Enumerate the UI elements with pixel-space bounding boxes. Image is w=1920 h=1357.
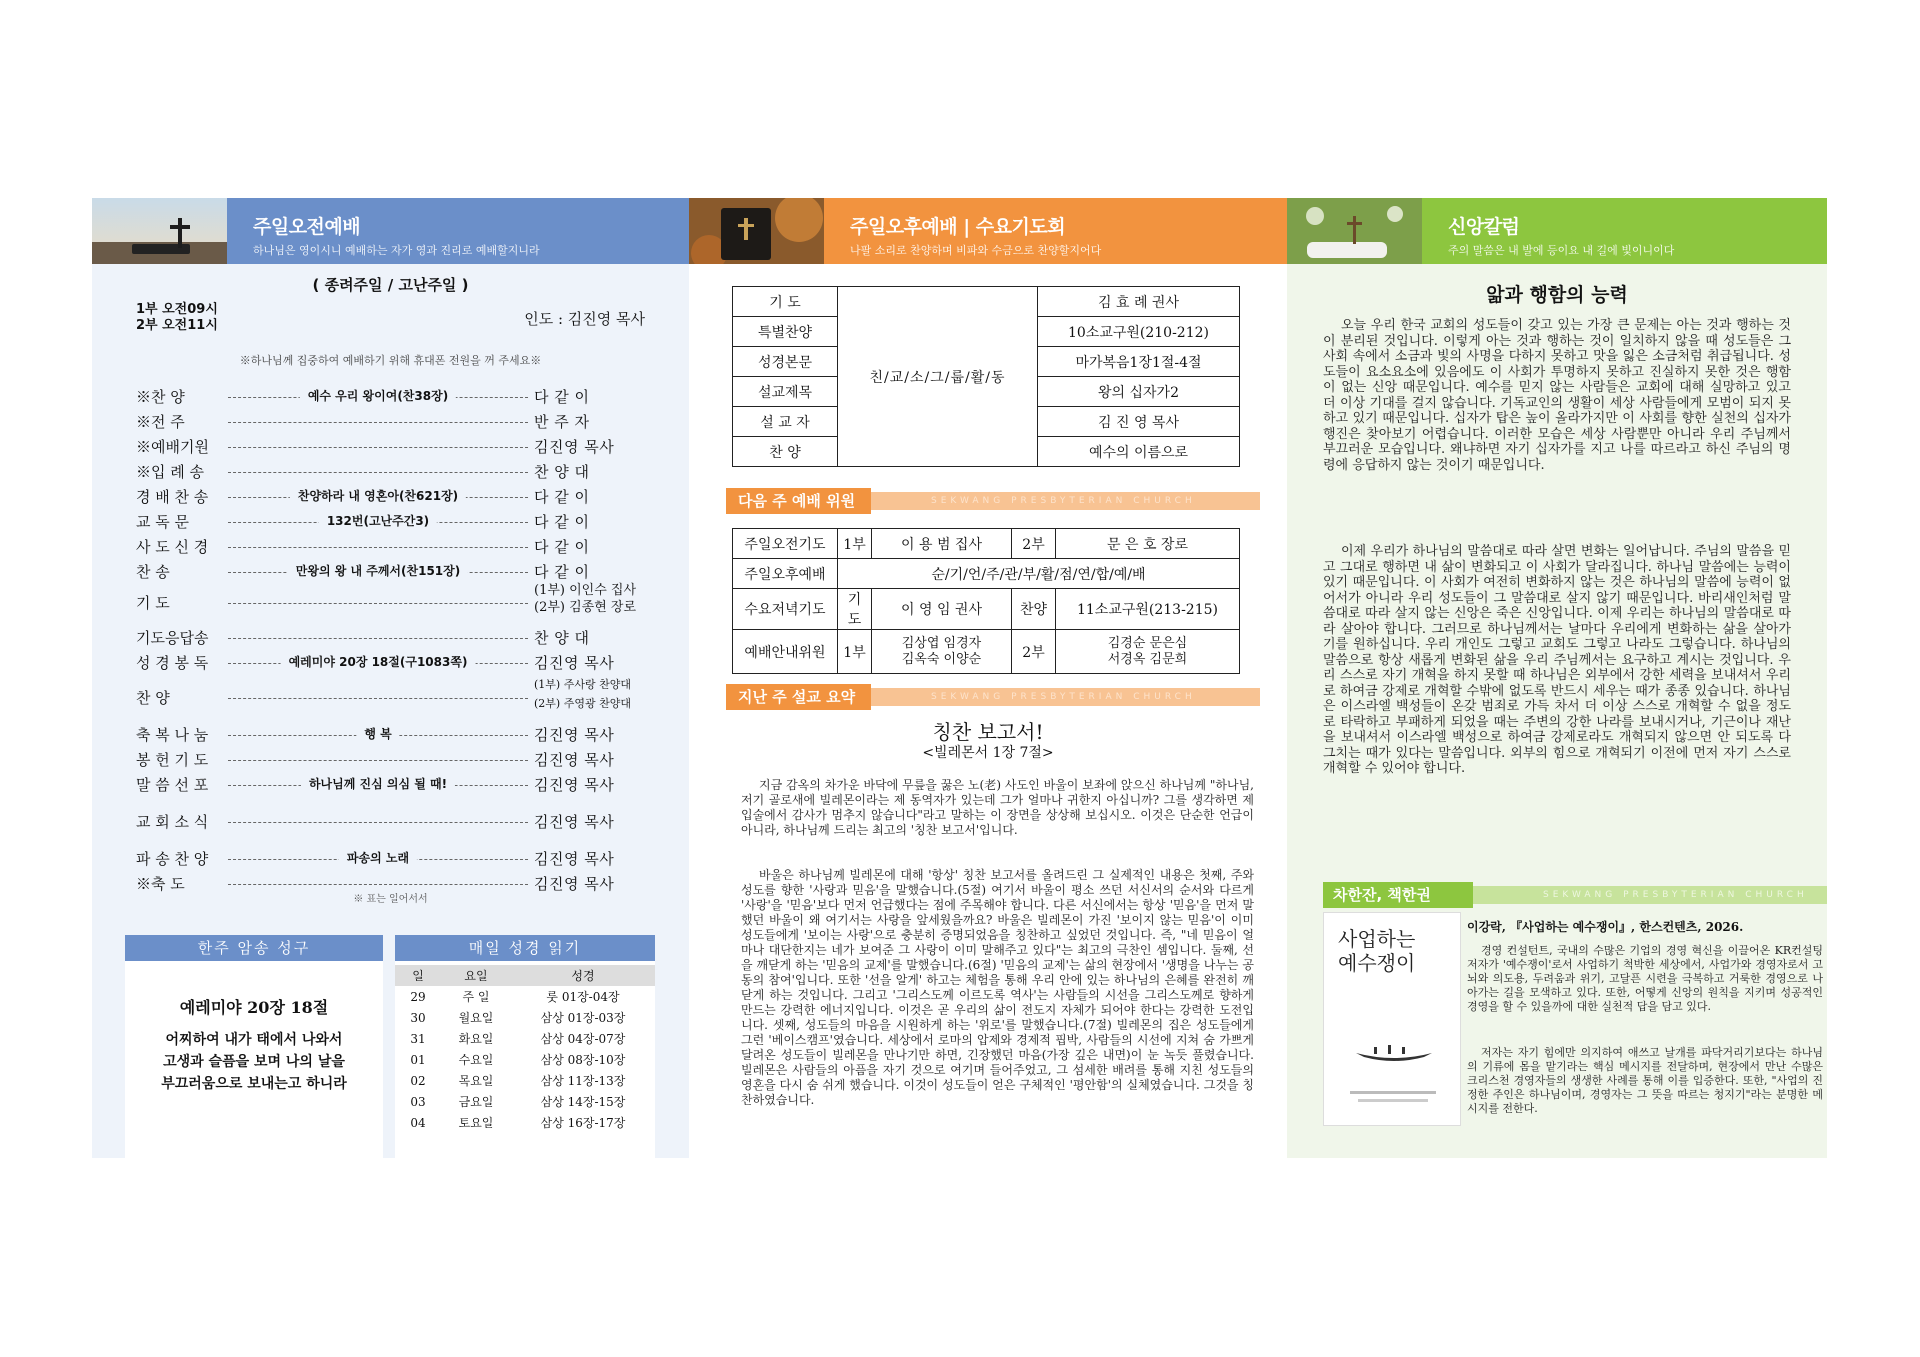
order-who: 김진영 목사 <box>534 726 615 744</box>
nw-r4-c2: 1부 <box>838 630 872 674</box>
stand-note: ※ 표는 일어서서 <box>353 894 428 905</box>
order-item: 만왕의 왕 내 주께서(찬151장) <box>288 562 468 579</box>
order-who-line: (2부) 주영광 찬양대 <box>534 697 631 710</box>
order-who: 찬 양 대 <box>534 629 590 647</box>
reading-col-weekday: 요일 <box>464 969 488 983</box>
reading-cell: 월요일 <box>458 1011 494 1025</box>
afternoon-value: 김 진 영 목사 <box>1038 407 1240 437</box>
nw-r4-c1: 예배안내위원 <box>733 630 838 674</box>
book-cover-title <box>1338 927 1415 975</box>
book-bar-label: 차한잔, 책한권 <box>1323 882 1473 908</box>
nw-r4-c4: 2부 <box>1012 630 1056 674</box>
reading-cell: 04 <box>410 1115 426 1130</box>
morning-header <box>92 198 689 264</box>
dash-line <box>228 884 528 885</box>
sermon-paragraph-2: 바울은 하나님께 빌레몬에 대해 '항상' 칭찬 보고서를 올려드린 그 실제적인 내용은 첫째, 주와 성도를 향한 '사랑과 믿음'을 말했습니다.(5절) 여기서 바울이 평소 쓰던 서신서의 순서와 다르게 '사랑'을 '믿음'보다 먼저 언급했다는 점에 주목해야 합니다. 다른 서신에서는 항상 '믿음'을 먼저 말했던 바울이 왜 여기서는 사랑을 앞세웠을까요? 바울은 빌레몬이 가진 '보이지 않는 믿음'이 이미 성도들에게 '보이는 사랑'으로 충분히 증명되었음을 칭찬하고 싶었던 것입니다. 즉, "네 믿음이 얼마나 대단한지는 네가 보여준 그 사랑이 이미 말해주고 있다"는 최고의 극찬인 셈입니다. 둘째, 선을 깨닫게 하는 '믿음의 교제'를 말했습니다.(6절) '믿음의 교제'는 삶의 현장에서 '생명을 나누는 공동의 참여'입니다. 또한 '선을 알게' 하고는 체험을 통해 우리 안에 있는 하나님의 은혜를 완전히 깨닫게 하는 것입니다. 그리고 '그리스도께 이르도록 역사'는 사람들의 시선을 그리스도께로 향하게 만드는 강력한 에너지입니다. 이것은 곧 우리의 삶이 전도지 자체가 되어야 한다는 강력한 도전입니다. 셋째, 성도들의 마음을 시원하게 하는 '위로'를 말했습니다.(7절) 빌레몬의 집은 성도들에게 그런 '베이스캠프'였습니다. 세상에서 로마의 압제와 경제적 핍박, 사람들의 시선에 지쳐 숨 가쁘게 달려온 성도들이 빌레몬을 만나기만 하면, 긴장했던 마음(가장 깊은 내면)이 눈 녹듯 풀렸습니다. 빌레몬은 사람들의 아픔을 자기 것으로 여기며 들어주었고, 그 섬세한 배려를 통해 지친 성도들의 영혼을 다시 숨 쉬게 했습니다. 이것이 성도들이 얻은 구체적인 '평안함'의 실체였습니다. 그것을 칭찬하였습니다. <box>741 868 1254 1107</box>
reading-col-passage: 성경 <box>571 969 595 983</box>
nw-r4-c5 <box>1056 630 1240 674</box>
order-row <box>136 722 646 746</box>
afternoon-title: 주일오후예배 | 수요기도회 <box>850 216 1066 238</box>
order-row <box>136 434 646 458</box>
order-row <box>136 625 646 649</box>
afternoon-table <box>732 286 1240 467</box>
column-header-subtitle: 주의 말씀은 내 발에 등이요 내 길에 빛이니이다 <box>1448 244 1675 257</box>
reading-cell: 화요일 <box>458 1032 494 1046</box>
reading-row <box>395 1007 655 1028</box>
order-label: 경 배 찬 송 <box>136 488 209 506</box>
reading-row <box>395 1091 655 1112</box>
boat-illustration <box>1354 1043 1434 1063</box>
reading-row <box>395 1112 655 1133</box>
order-who: 김진영 목사 <box>534 813 615 831</box>
afternoon-value: 마가복음1장1절-4절 <box>1038 347 1240 377</box>
daily-reading-box <box>395 961 655 1158</box>
afternoon-value: 예수의 이름으로 <box>1038 437 1240 467</box>
order-who: 김진영 목사 <box>534 751 615 769</box>
order-who: 다 같 이 <box>534 488 590 506</box>
column-paragraph-1: 오늘 우리 한국 교회의 성도들이 갖고 있는 가장 큰 문제는 아는 것과 행하는 것이 분리된 것입니다. 이렇게 아는 것과 행하는 것이 일치하지 않을 때 성도들은 그 사회 속에서 소금과 빛의 사명을 다하지 못하고 맛을 잃은 소금처럼 취급됩니다. 성도들이 요소요소에 있음에도 이 사회가 투명하지 못하고 진실하지 못한 것은 행함이 없는 신앙 때문입니다. 예수를 믿지 않는 사람들은 교회에 대해 실망하고 있고 더 이상 기대를 걸지 않습니다. 기독교인의 생활이 세상 사람들에게 모범이 되지 못하고 있기 때문입니다. 십자가 탑은 높이 올라가지만 이 사회를 향한 실천의 십자가 행진은 찾아보기 어렵습니다. 이러한 모습은 세상 사람뿐만 아니라 우리 주님께서 부끄러운 모습입니다. 왜냐하면 자기 십자가를 지고 나를 따르라고 하신 주님의 명령에 응답하지 않는 것이기 때문입니다. <box>1323 318 1791 473</box>
leader: 인도 : 김진영 목사 <box>524 310 645 328</box>
order-who: 다 같 이 <box>534 513 590 531</box>
order-who: 다 같 이 <box>534 388 590 406</box>
order-row <box>136 846 646 870</box>
afternoon-middle: 친/교/소/그/룹/활/동 <box>838 287 1038 467</box>
order-label: 사 도 신 경 <box>136 538 209 556</box>
afternoon-service-panel <box>689 198 1287 1158</box>
order-who <box>534 582 646 616</box>
order-who: 다 같 이 <box>534 538 590 556</box>
order-row <box>136 583 646 615</box>
afternoon-row <box>733 287 1240 317</box>
order-row <box>136 384 646 408</box>
reading-cell: 29 <box>410 989 426 1004</box>
nw-r4-c5-line1: 김경순 문은심 <box>1107 635 1188 651</box>
nw-r1-c2: 1부 <box>838 529 872 559</box>
dash-line <box>228 447 528 448</box>
column-paragraph-2: 이제 우리가 하나님의 말씀대로 따라 살면 변화는 일어납니다. 주님의 말씀을 믿고 그대로 행하면 내 삶이 변화되고 이 사회가 달라집니다. 하나님 말씀에는 능력이 있기 때문입니다. 이 사회가 여전히 변화하지 않는 것은 하나님의 말씀에 능력이 없어서가 아니라 우리 성도들이 그 말씀대로 살지 않기 때문입니다. 바리새인처럼 말씀대로 따라 살지 않는 신앙은 죽은 신앙입니다. 이제 우리는 하나님의 말씀대로 따라 살아야 합니다. 그러므로 하나님께서는 날마다 우리에게 변화하는 삶을 살아가기를 원하십니다. 우리 개인도 그렇고 교회도 그렇고 나라도 그렇습니다. 하나님의 말씀으로 항상 새롭게 변화된 삶을 우리 주님께서는 요구하고 계시는 것입니다. 우리 스스로 자기 개혁을 하지 못할 때 하나님은 외부에서 강한 세력을 보내셔서 우리로 하여금 강제로 개혁할 수밖에 없도록 반드시 세우는 때가 종종 있습니다. 하나님은 이스라엘 백성들이 온갖 범죄로 가득 차서 더 이상 스스로 개혁할 수 없을 정도로 타락하고 부패하게 되었을 때는 주변의 강한 나라를 보내시거나, 기근이나 재난을 보내셔서 이스라엘 백성으로 하여금 강제로라도 개혁되지 않으면 안 되도록 다그치는 때가 있다는 말씀입니다. 외부의 힘으로 개혁되기 이전에 먼저 자기 스스로 개혁할 수 있어야 합니다. <box>1323 544 1791 776</box>
sermon-paragraph-1: 지금 감옥의 차가운 바닥에 무릎을 꿇은 노(老) 사도인 바울이 보좌에 앉으신 하나님께 "하나님, 저기 골로새에 빌레몬이라는 제 동역자가 있는데 그가 얼마나 귀한지 아십니까? 그를 생각하면 제 입술에서 감사가 멈추지 않습니다"라고 말하는 이 장면을 상상해 보십시오. 이것은 단순한 언급이 아니라, 하나님께 드리는 최고의 '칭찬 보고서'입니다. <box>741 778 1254 837</box>
book-paragraph-2: 저자는 자기 힘에만 의지하여 애쓰고 날개를 파닥거리기보다는 하나님의 기류에 몸을 맡기라는 핵심 메시지를 전달하며, 현장에서 만난 수많은 크리스천 경영자들의 생생한 사례를 통해 이를 입증한다. 또한, "사업의 진정한 주인은 하나님이며, 경영자는 그 뜻을 따르는 청지기"라는 분명한 메시지를 전한다. <box>1467 1046 1823 1115</box>
nw-r1-c3: 이 용 범 집사 <box>872 529 1012 559</box>
afternoon-header <box>689 198 1287 264</box>
afternoon-label: 설교제목 <box>733 377 838 407</box>
order-who: 김진영 목사 <box>534 850 615 868</box>
reading-cell: 01 <box>410 1052 426 1067</box>
memory-line-2: 고생과 슬픔을 보며 나의 날을 <box>163 1054 345 1070</box>
order-label: ※축 도 <box>136 875 185 893</box>
reading-cell: 30 <box>410 1010 426 1025</box>
reading-row <box>395 986 655 1007</box>
order-row <box>136 409 646 433</box>
order-item: 예레미야 20장 18절(구1083쪽) <box>281 653 476 670</box>
order-who: 반 주 자 <box>534 413 590 431</box>
afternoon-value: 김 효 례 권사 <box>1038 287 1240 317</box>
column-title-band <box>1422 198 1827 264</box>
order-dash-line <box>228 590 528 614</box>
reading-cell: 삼상 14장-15장 <box>540 1095 626 1109</box>
order-dash-line <box>228 459 528 483</box>
sunday-name: ( 종려주일 / 고난주일 ) <box>312 276 469 294</box>
nw-r3-c3: 이 영 임 권사 <box>872 589 1012 630</box>
nw-r2-c1: 주일오후예배 <box>733 559 838 589</box>
order-who: 김진영 목사 <box>534 438 615 456</box>
order-label: 찬 양 <box>136 689 170 707</box>
order-row <box>136 809 646 833</box>
dash-line <box>228 603 528 604</box>
order-row <box>136 484 646 508</box>
order-label: 축 복 나 눔 <box>136 726 209 744</box>
cover-decor-2 <box>1358 1099 1428 1102</box>
order-who-line: (1부) 주사랑 찬양대 <box>534 678 631 691</box>
reading-cell: 주 일 <box>462 990 490 1004</box>
dash-line <box>228 698 528 699</box>
morning-title-band <box>227 198 689 264</box>
book-bar <box>1323 882 1827 908</box>
morning-subtitle: 하나님은 영이시니 예배하는 자가 영과 진리로 예배할지니라 <box>253 244 540 257</box>
memory-verse-ref: 예레미야 20장 18절 <box>179 998 329 1017</box>
order-dash-line <box>228 722 528 746</box>
order-who: 다 같 이 <box>534 563 590 581</box>
nw-r1-c5: 문 은 호 장로 <box>1056 529 1240 559</box>
nw-r3-c5: 11소교구원(213-215) <box>1056 589 1240 630</box>
memory-line-1: 어찌하여 내가 태에서 나와서 <box>165 1032 343 1048</box>
dandelion-photo <box>1287 198 1422 264</box>
memory-verse-box <box>125 961 383 1158</box>
afternoon-label: 성경본문 <box>733 347 838 377</box>
order-dash-line <box>228 509 528 533</box>
dash-line <box>228 422 528 423</box>
reading-cell: 삼상 04장-07장 <box>540 1032 626 1046</box>
morning-service-panel <box>92 198 689 1158</box>
next-week-row-3 <box>733 589 1240 630</box>
reading-col-day: 일 <box>412 969 424 983</box>
reading-cell: 수요일 <box>458 1053 494 1067</box>
order-row <box>136 459 646 483</box>
dash-line <box>228 472 528 473</box>
order-row <box>136 678 646 710</box>
order-dash-line <box>228 772 528 796</box>
reading-cell: 삼상 08장-10장 <box>540 1053 626 1067</box>
order-dash-line <box>228 625 528 649</box>
reading-row <box>395 1049 655 1070</box>
book-cover-title-1: 사업하는 <box>1338 927 1416 951</box>
nw-r3-c2: 기도 <box>838 589 872 630</box>
dash-line <box>228 547 528 548</box>
order-item: 132번(고난주간3) <box>319 512 437 529</box>
next-week-label: 다음 주 예배 위원 <box>726 488 871 514</box>
next-week-bar <box>726 488 1260 514</box>
reading-cell: 룻 01장-04장 <box>546 990 620 1004</box>
book-cover-title-2: 예수쟁이 <box>1338 951 1416 975</box>
bible-photo <box>689 198 824 264</box>
column-title: 앎과 행함의 능력 <box>1486 284 1628 306</box>
afternoon-label: 특별찬양 <box>733 317 838 347</box>
order-label: ※찬 양 <box>136 388 185 406</box>
order-row <box>136 534 646 558</box>
column-header <box>1287 198 1827 264</box>
order-who-line: (2부) 김종현 장로 <box>534 600 637 615</box>
reading-cell: 삼상 01장-03장 <box>540 1011 626 1025</box>
reading-row <box>395 1028 655 1049</box>
order-label: 성 경 봉 독 <box>136 654 209 672</box>
order-who <box>534 675 646 713</box>
column-header-title: 신앙칼럼 <box>1448 216 1520 238</box>
order-label: ※입 례 송 <box>136 463 205 481</box>
order-label: 파 송 찬 양 <box>136 850 209 868</box>
dash-line <box>228 760 528 761</box>
order-row <box>136 559 646 583</box>
order-item: 예수 우리 왕이여(찬38장) <box>300 387 456 404</box>
order-who-line: (1부) 이인수 집사 <box>534 583 637 598</box>
order-dash-line <box>228 685 528 709</box>
reading-cell: 03 <box>410 1094 426 1109</box>
order-dash-line <box>228 534 528 558</box>
nw-r4-c3-line2: 김옥숙 이양순 <box>901 651 982 667</box>
reading-cell: 토요일 <box>458 1116 494 1130</box>
next-week-row-4 <box>733 630 1240 674</box>
reading-cell: 31 <box>410 1031 426 1046</box>
sermon-bar-tail: SEKWANG PRESBYTERIAN CHURCH <box>871 688 1260 706</box>
dash-line <box>228 822 528 823</box>
sermon-title: 칭찬 보고서! <box>932 720 1044 744</box>
book-citation: 이강락, 『사업하는 예수쟁이』, 한스컨텐츠, 2026. <box>1467 920 1744 934</box>
afternoon-value: 왕의 십자가2 <box>1038 377 1240 407</box>
nw-r1-c1: 주일오전기도 <box>733 529 838 559</box>
book-bar-tail: SEKWANG PRESBYTERIAN CHURCH <box>1473 886 1827 904</box>
reading-cell: 삼상 16장-17장 <box>540 1116 626 1130</box>
order-dash-line <box>228 434 528 458</box>
reading-header-row <box>395 965 655 986</box>
nw-r2-c2: 순/기/언/주/관/부/활/점/연/합/예/배 <box>838 559 1240 589</box>
service-time-2: 2부 오전11시 <box>136 318 218 333</box>
order-label: 기 도 <box>136 594 170 612</box>
next-week-row-1 <box>733 529 1240 559</box>
book-paragraph-1: 경영 컨설턴트, 국내의 수많은 기업의 경영 혁신을 이끌어온 KR컨설팅 저자가 '예수쟁이'로서 사업하기 척박한 세상에서, 사업가와 경영자로서 고뇌와 의도용, 두려움과 위기, 고달픈 시련을 극복하고 거룩한 경영으로 나아가는 길을 모색하고 있다. 또한, 어떻게 신앙의 원칙을 지키며 성공적인 경영을 할 수 있을까에 대한 실천적 답을 담고 있다. <box>1467 944 1823 1013</box>
afternoon-label: 기 도 <box>733 287 838 317</box>
reading-cell: 02 <box>410 1073 426 1088</box>
order-dash-line <box>228 747 528 771</box>
phone-notice: ※하나님께 집중하여 예배하기 위해 휴대폰 전원을 꺼 주세요※ <box>239 354 542 367</box>
afternoon-title-band <box>824 198 1287 264</box>
order-label: 기도응답송 <box>136 629 209 647</box>
afternoon-subtitle: 나팔 소리로 찬양하며 비파와 수금으로 찬양할지어다 <box>850 244 1102 257</box>
morning-title: 주일오전예배 <box>253 216 361 238</box>
order-item: 찬양하라 내 영혼아(찬621장) <box>290 487 466 504</box>
sermon-label: 지난 주 설교 요약 <box>726 684 871 710</box>
order-label: 교 회 소 식 <box>136 813 209 831</box>
memory-verse-header: 한주 암송 성구 <box>125 935 383 961</box>
order-dash-line <box>228 809 528 833</box>
order-who: 김진영 목사 <box>534 776 615 794</box>
reading-cell: 목요일 <box>458 1074 494 1088</box>
order-row <box>136 650 646 674</box>
order-dash-line <box>228 846 528 870</box>
order-row <box>136 509 646 533</box>
order-label: 말 씀 선 포 <box>136 776 209 794</box>
order-dash-line <box>228 559 528 583</box>
order-item: 하나님께 진심 의심 될 때! <box>301 775 455 792</box>
order-who: 찬 양 대 <box>534 463 590 481</box>
reading-cell: 삼상 11장-13장 <box>540 1074 626 1088</box>
nw-r1-c4: 2부 <box>1012 529 1056 559</box>
nw-r4-c3 <box>872 630 1012 674</box>
memory-verse-text <box>125 1029 383 1095</box>
nw-r4-c5-line2: 서경옥 김문희 <box>1107 651 1188 667</box>
nw-r3-c4: 찬양 <box>1012 589 1056 630</box>
order-who: 김진영 목사 <box>534 875 615 893</box>
order-label: 봉 헌 기 도 <box>136 751 209 769</box>
daily-reading-header: 매일 성경 읽기 <box>395 935 655 961</box>
cover-decor-1 <box>1350 1091 1436 1094</box>
memory-line-3: 부끄러움으로 보내는고 하니라 <box>161 1076 347 1092</box>
reading-cell: 금요일 <box>458 1095 494 1109</box>
book-cover <box>1323 912 1461 1126</box>
order-label: 교 독 문 <box>136 513 190 531</box>
cross-photo <box>92 198 227 264</box>
nw-r3-c1: 수요저녁기도 <box>733 589 838 630</box>
order-label: ※예배기원 <box>136 438 209 456</box>
order-item: 파송의 노래 <box>339 849 417 866</box>
nw-r4-c3-line1: 김상엽 임경자 <box>901 635 982 651</box>
next-week-row-2 <box>733 559 1240 589</box>
order-row <box>136 747 646 771</box>
next-week-bar-tail: SEKWANG PRESBYTERIAN CHURCH <box>871 492 1260 510</box>
order-dash-line <box>228 484 528 508</box>
sermon-bar <box>726 684 1260 710</box>
afternoon-label: 찬 양 <box>733 437 838 467</box>
next-week-table <box>732 528 1240 674</box>
reading-row <box>395 1070 655 1091</box>
dash-line <box>228 638 528 639</box>
order-label: 찬 송 <box>136 563 170 581</box>
daily-reading-table <box>395 965 655 1133</box>
afternoon-label: 설 교 자 <box>733 407 838 437</box>
order-item: 행 복 <box>356 725 399 742</box>
order-dash-line <box>228 384 528 408</box>
sermon-ref: <빌레몬서 1장 7절> <box>922 745 1054 761</box>
order-label: ※전 주 <box>136 413 185 431</box>
faith-column-panel <box>1287 198 1827 1158</box>
order-dash-line <box>228 409 528 433</box>
order-dash-line <box>228 650 528 674</box>
afternoon-value: 10소교구원(210-212) <box>1038 317 1240 347</box>
service-times <box>136 302 218 334</box>
service-time-1: 1부 오전09시 <box>136 302 218 317</box>
order-who: 김진영 목사 <box>534 654 615 672</box>
order-row <box>136 772 646 796</box>
